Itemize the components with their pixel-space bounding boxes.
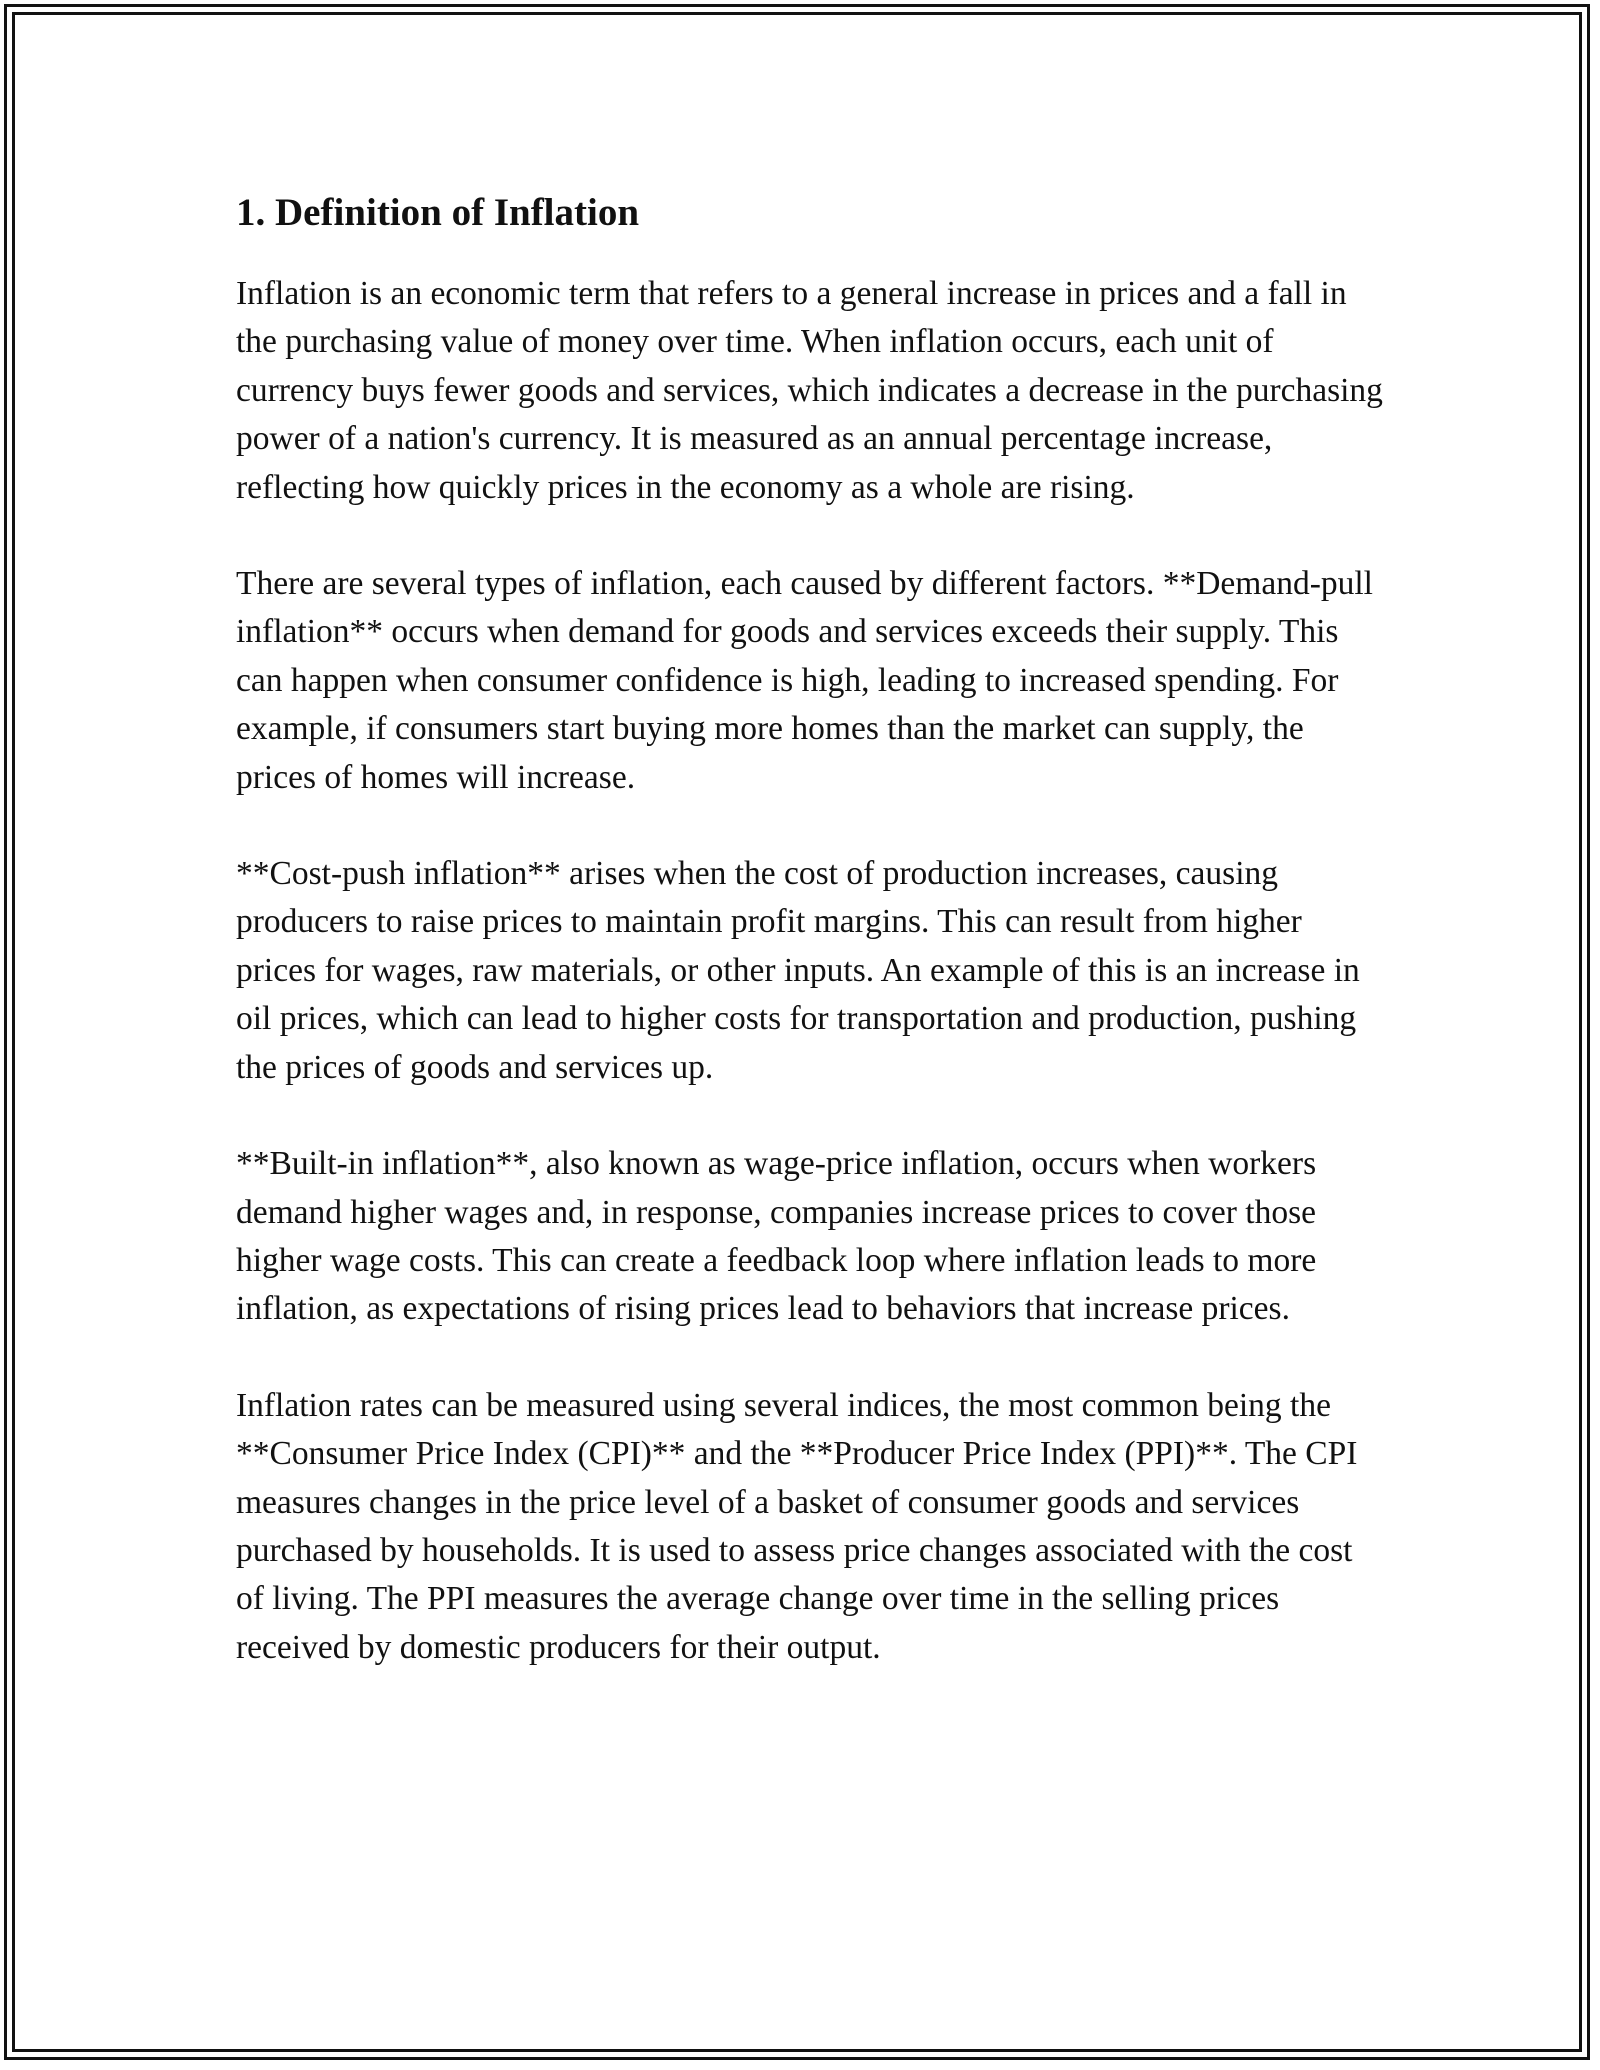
paragraph-measurement: Inflation rates can be measured using several indices, the most common being the **Consumer Price Index (CPI)** and the **Producer Price Index (PPI)**. The CPI measures changes in the price level of a basket of consumer goods and services purchased by households. It is used to assess price changes associated with the cost of living. The PPI measures the average change over time in the selling prices received by domestic producers for their output. xyxy=(236,1386,1358,1666)
paragraph-definition: Inflation is an economic term that refers to a general increase in prices and a fall in the purchasing value of money over time. When inflation occurs, each unit of currency buys fewer goods and services, which indicates a decrease in the purchasing power of a nation's currency. It is measured as an annual percentage increase, reflecting how quickly prices in the economy as a whole are rising. xyxy=(236,275,1383,506)
document-body xyxy=(236,186,1386,1720)
section-heading: 1. Definition of Inflation xyxy=(236,191,640,234)
paragraph-built-in: **Built-in inflation**, also known as wage-price inflation, occurs when workers demand higher wages and, in response, companies increase prices to cover those higher wage costs. This can create a feedback loop where inflation leads to more inflation, as expectations of rising prices lead to behaviors that increase prices. xyxy=(236,1145,1317,1328)
paragraph-demand-pull: There are several types of inflation, each caused by different factors. **Demand-pull inflation** occurs when demand for goods and services exceeds their supply. This can happen when consumer confidence is high, leading to increased spending. For example, if consumers start buying more homes than the market can supply, the prices of homes will increase. xyxy=(236,565,1373,796)
paragraph-cost-push: **Cost-push inflation** arises when the cost of production increases, causing producers to raise prices to maintain profit margins. This can result from higher prices for wages, raw materials, or other inputs. An example of this is an increase in oil prices, which can lead to higher costs for transportation and production, pushing the prices of goods and services up. xyxy=(236,855,1360,1086)
